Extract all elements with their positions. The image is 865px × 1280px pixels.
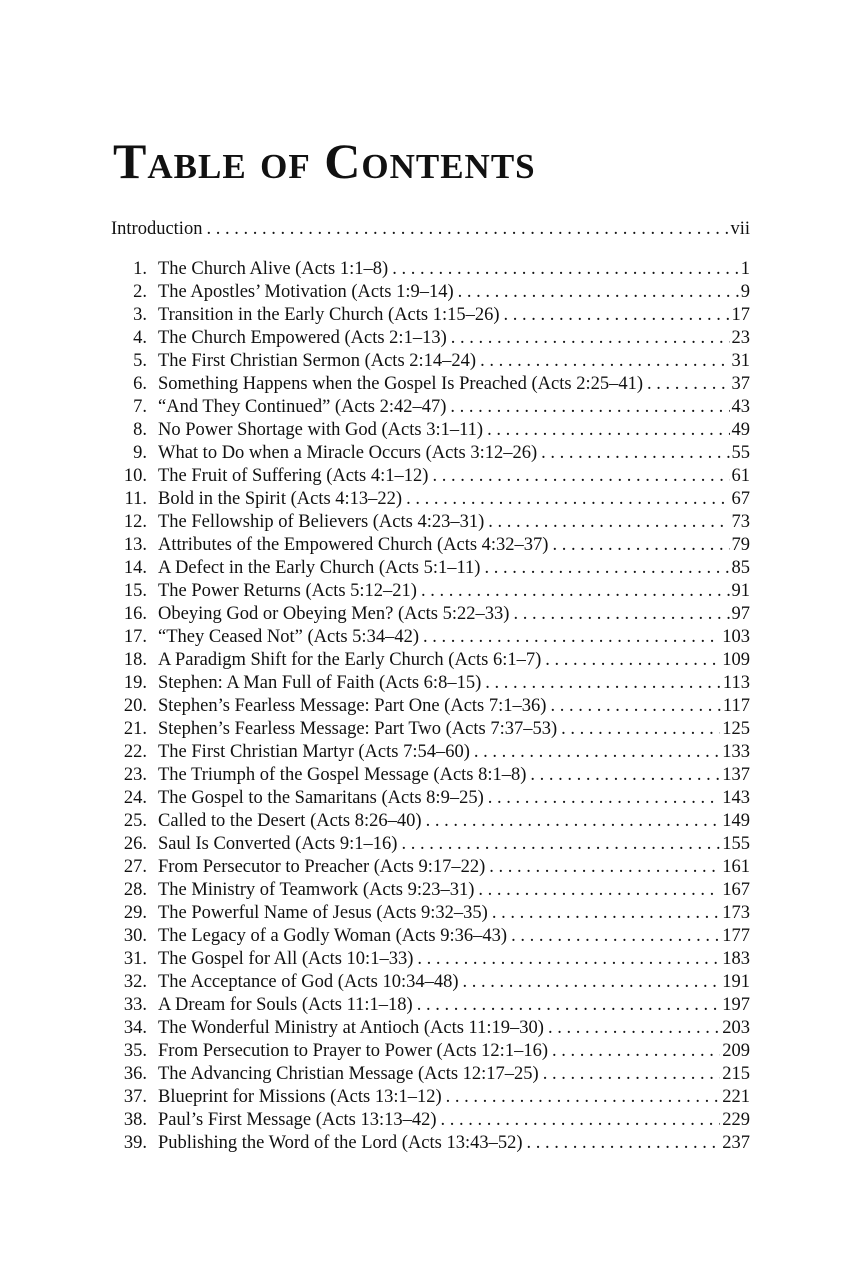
- toc-entry: [111, 557, 750, 580]
- chapter-number: 10.: [123, 466, 147, 486]
- chapter-title: The First Christian Sermon (Acts 2:14–24): [158, 351, 477, 371]
- toc-entry: [111, 672, 750, 695]
- chapter-title: Attributes of the Empowered Church (Acts 4:32–37): [158, 535, 549, 555]
- chapter-title: A Dream for Souls (Acts 11:1–18): [158, 995, 413, 1015]
- chapter-page-number: 97: [731, 604, 750, 624]
- dot-leader: [530, 764, 720, 787]
- chapter-title: Blueprint for Missions (Acts 13:1–12): [158, 1087, 442, 1107]
- toc-list: [111, 258, 750, 1155]
- chapter-page-number: 37: [731, 374, 750, 394]
- dot-leader: [548, 1017, 720, 1040]
- toc-entry: [111, 879, 750, 902]
- chapter-title: “And They Continued” (Acts 2:42–47): [158, 397, 447, 417]
- chapter-number: 25.: [123, 811, 147, 831]
- chapter-page-number: 221: [722, 1087, 750, 1107]
- chapter-page-number: 161: [722, 857, 750, 877]
- chapter-title: Stephen’s Fearless Message: Part One (Acts 7:1–36): [158, 696, 547, 716]
- chapter-number: 26.: [123, 834, 147, 854]
- toc-entry: [111, 1017, 750, 1040]
- dot-leader: [487, 419, 729, 442]
- chapter-title: Saul Is Converted (Acts 9:1–16): [158, 834, 398, 854]
- toc-entry: [111, 350, 750, 373]
- chapter-number: 39.: [123, 1133, 147, 1153]
- chapter-title: No Power Shortage with God (Acts 3:1–11): [158, 420, 484, 440]
- dot-leader: [492, 902, 720, 925]
- toc-entry: [111, 810, 750, 833]
- toc-entry: [111, 971, 750, 994]
- chapter-title: A Paradigm Shift for the Early Church (Acts 6:1–7): [158, 650, 542, 670]
- toc-entry: [111, 695, 750, 718]
- dot-leader: [504, 304, 730, 327]
- toc-entry: [111, 442, 750, 465]
- chapter-number: 11.: [124, 489, 147, 509]
- chapter-page-number: 167: [722, 880, 750, 900]
- chapter-title: “They Ceased Not” (Acts 5:34–42): [158, 627, 419, 647]
- chapter-number: 34.: [123, 1018, 147, 1038]
- chapter-title: The Advancing Christian Message (Acts 12:17–25): [158, 1064, 539, 1084]
- dot-leader: [446, 1086, 721, 1109]
- toc-entry: [111, 764, 750, 787]
- chapter-number: 20.: [123, 696, 147, 716]
- chapter-title: From Persecution to Prayer to Power (Acts 12:1–16): [158, 1041, 548, 1061]
- chapter-number: 24.: [123, 788, 147, 808]
- chapter-page-number: 197: [722, 995, 750, 1015]
- dot-leader: [552, 1040, 720, 1063]
- chapter-number: 21.: [123, 719, 147, 739]
- toc-entry: [111, 1132, 750, 1155]
- chapter-number: 19.: [123, 673, 147, 693]
- chapter-page-number: 237: [722, 1133, 750, 1153]
- chapter-page-number: 117: [722, 696, 750, 716]
- chapter-page-number: 229: [722, 1110, 750, 1130]
- chapter-page-number: 137: [722, 765, 750, 785]
- dot-leader: [206, 217, 728, 241]
- chapter-number: 7.: [133, 397, 147, 417]
- chapter-page-number: 43: [731, 397, 750, 417]
- dot-leader: [484, 557, 729, 580]
- dot-leader: [488, 787, 721, 810]
- chapter-number: 28.: [123, 880, 147, 900]
- toc-entry: [111, 787, 750, 810]
- chapter-number: 14.: [123, 558, 147, 578]
- chapter-page-number: 149: [722, 811, 750, 831]
- chapter-page-number: 183: [722, 949, 750, 969]
- chapter-title: The Fellowship of Believers (Acts 4:23–31): [158, 512, 485, 532]
- chapter-title: Stephen: A Man Full of Faith (Acts 6:8–15): [158, 673, 482, 693]
- chapter-title: The Ministry of Teamwork (Acts 9:23–31): [158, 880, 475, 900]
- chapter-page-number: 31: [731, 351, 750, 371]
- chapter-number: 36.: [123, 1064, 147, 1084]
- chapter-title: The First Christian Martyr (Acts 7:54–60): [158, 742, 470, 762]
- toc-entry: [111, 304, 750, 327]
- chapter-page-number: 91: [731, 581, 750, 601]
- chapter-page-number: 143: [722, 788, 750, 808]
- chapter-number: 32.: [123, 972, 147, 992]
- dot-leader: [513, 603, 729, 626]
- chapter-number: 23.: [123, 765, 147, 785]
- chapter-title: The Power Returns (Acts 5:12–21): [158, 581, 417, 601]
- chapter-page-number: 191: [722, 972, 750, 992]
- toc-entry: [111, 1063, 750, 1086]
- toc-entry: [111, 396, 750, 419]
- chapter-title: The Apostles’ Motivation (Acts 1:9–14): [158, 282, 454, 302]
- chapter-number: 4.: [133, 328, 147, 348]
- dot-leader: [463, 971, 721, 994]
- chapter-number: 17.: [123, 627, 147, 647]
- chapter-number: 27.: [123, 857, 147, 877]
- toc-entry: [111, 626, 750, 649]
- dot-leader: [552, 534, 729, 557]
- toc-entry: [111, 511, 750, 534]
- toc-entry: [111, 902, 750, 925]
- dot-leader: [458, 281, 739, 304]
- chapter-page-number: 177: [722, 926, 750, 946]
- page-title: Table of Contents: [113, 133, 536, 189]
- dot-leader: [417, 948, 720, 971]
- toc-entry: [111, 465, 750, 488]
- chapter-title: The Legacy of a Godly Woman (Acts 9:36–43): [158, 926, 508, 946]
- toc-entry: [111, 580, 750, 603]
- chapter-number: 2.: [133, 282, 147, 302]
- toc-entry: [111, 833, 750, 856]
- chapter-number: 35.: [123, 1041, 147, 1061]
- introduction-page-number: vii: [730, 219, 750, 239]
- chapter-number: 12.: [123, 512, 147, 532]
- toc-entry: [111, 856, 750, 879]
- toc-entry: [111, 1109, 750, 1132]
- chapter-number: 16.: [123, 604, 147, 624]
- toc-entry: [111, 281, 750, 304]
- dot-leader: [426, 810, 721, 833]
- toc-entry: [111, 1040, 750, 1063]
- dot-leader: [451, 327, 730, 350]
- chapter-page-number: 23: [731, 328, 750, 348]
- toc-entry: [111, 603, 750, 626]
- dot-leader: [432, 465, 729, 488]
- chapter-title: Called to the Desert (Acts 8:26–40): [158, 811, 422, 831]
- chapter-title: The Gospel for All (Acts 10:1–33): [158, 949, 414, 969]
- toc-entry: [111, 534, 750, 557]
- chapter-title: The Gospel to the Samaritans (Acts 8:9–25): [158, 788, 484, 808]
- dot-leader: [545, 649, 720, 672]
- chapter-title: What to Do when a Miracle Occurs (Acts 3:12–26): [158, 443, 538, 463]
- chapter-title: Something Happens when the Gospel Is Preached (Acts 2:25–41): [158, 374, 644, 394]
- toc-entry: [111, 741, 750, 764]
- dot-leader: [489, 856, 720, 879]
- chapter-page-number: 49: [731, 420, 750, 440]
- chapter-page-number: 61: [731, 466, 750, 486]
- chapter-title: Paul’s First Message (Acts 13:13–42): [158, 1110, 437, 1130]
- toc-entry: [111, 488, 750, 511]
- chapter-number: 30.: [123, 926, 147, 946]
- introduction-label: Introduction: [111, 219, 203, 239]
- chapter-page-number: 133: [722, 742, 750, 762]
- dot-leader: [441, 1109, 721, 1132]
- chapter-page-number: 215: [722, 1064, 750, 1084]
- chapter-page-number: 85: [731, 558, 750, 578]
- chapter-page-number: 79: [731, 535, 750, 555]
- chapter-number: 22.: [123, 742, 147, 762]
- dot-leader: [561, 718, 720, 741]
- dot-leader: [421, 580, 730, 603]
- chapter-title: The Church Empowered (Acts 2:1–13): [158, 328, 447, 348]
- dot-leader: [474, 741, 720, 764]
- chapter-number: 37.: [123, 1087, 147, 1107]
- dot-leader: [392, 258, 739, 281]
- chapter-number: 38.: [123, 1110, 147, 1130]
- dot-leader: [417, 994, 721, 1017]
- dot-leader: [647, 373, 729, 396]
- chapter-page-number: 67: [731, 489, 750, 509]
- toc-entry: [111, 994, 750, 1017]
- chapter-page-number: 103: [722, 627, 750, 647]
- dot-leader: [450, 396, 729, 419]
- toc-entry: [111, 925, 750, 948]
- chapter-number: 18.: [123, 650, 147, 670]
- chapter-page-number: 155: [722, 834, 750, 854]
- chapter-number: 3.: [133, 305, 147, 325]
- chapter-number: 13.: [123, 535, 147, 555]
- dot-leader: [485, 672, 721, 695]
- chapter-page-number: 173: [722, 903, 750, 923]
- chapter-title: The Church Alive (Acts 1:1–8): [158, 259, 389, 279]
- chapter-title: Stephen’s Fearless Message: Part Two (Acts 7:37–53): [158, 719, 558, 739]
- chapter-number: 5.: [133, 351, 147, 371]
- chapter-number: 8.: [133, 420, 147, 440]
- chapter-title: The Wonderful Ministry at Antioch (Acts 11:19–30): [158, 1018, 544, 1038]
- dot-leader: [550, 695, 720, 718]
- toc-entry: [111, 419, 750, 442]
- chapter-title: The Acceptance of God (Acts 10:34–48): [158, 972, 459, 992]
- chapter-title: The Fruit of Suffering (Acts 4:1–12): [158, 466, 429, 486]
- chapter-number: 6.: [133, 374, 147, 394]
- toc-entry: [111, 718, 750, 741]
- chapter-number: 33.: [123, 995, 147, 1015]
- toc-entry: [111, 1086, 750, 1109]
- toc-entry: [111, 258, 750, 281]
- chapter-page-number: 113: [722, 673, 750, 693]
- chapter-number: 29.: [123, 903, 147, 923]
- chapter-title: Publishing the Word of the Lord (Acts 13:43–52): [158, 1133, 523, 1153]
- dot-leader: [401, 833, 720, 856]
- chapter-page-number: 203: [722, 1018, 750, 1038]
- dot-leader: [541, 442, 729, 465]
- toc-entry: [111, 327, 750, 350]
- chapter-page-number: 73: [731, 512, 750, 532]
- toc-introduction: [111, 217, 750, 241]
- chapter-number: 9.: [133, 443, 147, 463]
- chapter-title: Transition in the Early Church (Acts 1:15–26): [158, 305, 500, 325]
- toc-entry: [111, 373, 750, 396]
- chapter-title: From Persecutor to Preacher (Acts 9:17–22): [158, 857, 486, 877]
- chapter-number: 15.: [123, 581, 147, 601]
- dot-leader: [423, 626, 720, 649]
- dot-leader: [527, 1132, 721, 1155]
- chapter-title: A Defect in the Early Church (Acts 5:1–11): [158, 558, 481, 578]
- dot-leader: [511, 925, 720, 948]
- chapter-page-number: 209: [722, 1041, 750, 1061]
- chapter-page-number: 1: [740, 259, 750, 279]
- chapter-title: Obeying God or Obeying Men? (Acts 5:22–33): [158, 604, 510, 624]
- dot-leader: [478, 879, 720, 902]
- chapter-page-number: 55: [731, 443, 750, 463]
- toc-entry: [111, 649, 750, 672]
- chapter-page-number: 17: [731, 305, 750, 325]
- chapter-number: 31.: [123, 949, 147, 969]
- chapter-title: The Triumph of the Gospel Message (Acts 8:1–8): [158, 765, 527, 785]
- chapter-page-number: 109: [722, 650, 750, 670]
- chapter-page-number: 9: [740, 282, 750, 302]
- toc-entry: [111, 948, 750, 971]
- dot-leader: [406, 488, 729, 511]
- dot-leader: [488, 511, 729, 534]
- chapter-title: Bold in the Spirit (Acts 4:13–22): [158, 489, 403, 509]
- dot-leader: [480, 350, 729, 373]
- chapter-number: 1.: [133, 259, 147, 279]
- chapter-page-number: 125: [722, 719, 750, 739]
- dot-leader: [543, 1063, 721, 1086]
- chapter-title: The Powerful Name of Jesus (Acts 9:32–35): [158, 903, 488, 923]
